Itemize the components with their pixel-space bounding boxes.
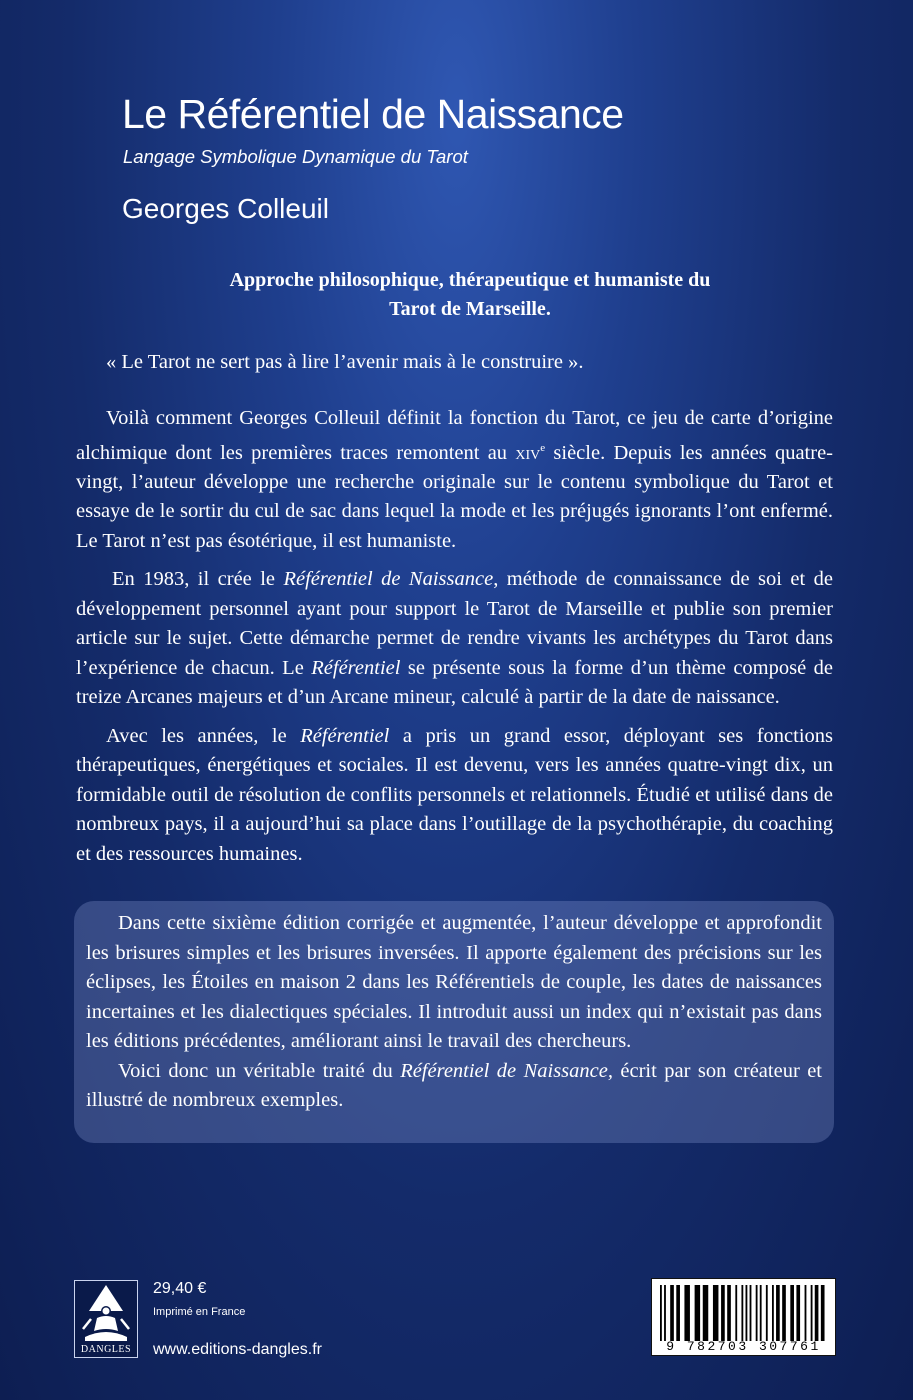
printed-in-label: Imprimé en France	[153, 1306, 246, 1318]
edition-note-box	[74, 901, 834, 1143]
barcode-bar	[772, 1285, 774, 1341]
barcode-bar	[796, 1285, 800, 1341]
barcode-bar	[735, 1285, 737, 1341]
barcode-bar	[676, 1285, 680, 1341]
barcode-bar	[756, 1285, 758, 1341]
barcode-bar	[727, 1285, 731, 1341]
barcode-bar	[741, 1285, 743, 1341]
book-title: Le Référentiel de Naissance	[122, 91, 624, 137]
edition-note-paragraph-1: Dans cette sixième édition corrigée et augmentée, l’auteur développe et approfondit les brisures simples et les brisures inversées. Il apporte également des précisions sur les éclipses, les Étoiles en maison 2 dans les Référentiels de couple, les dates de naissances incertaines et les dialectiques spéciales. Il introduit aussi un index qui n’existait pas dans les éditions précédentes, améliorant ainsi le travail des chercheurs.	[86, 912, 822, 1052]
isbn-barcode	[651, 1278, 836, 1356]
barcode-bar	[721, 1285, 725, 1341]
century-numeral: xiv	[515, 441, 541, 464]
publisher-logo-label: DANGLES	[80, 1344, 132, 1355]
barcode-bar	[684, 1285, 690, 1341]
barcode-bar	[670, 1285, 674, 1341]
isbn-number: 9 782703 307761	[666, 1339, 821, 1354]
paragraph-1: Voilà comment Georges Colleuil définit la fonction du Tarot, ce jeu de carte d’origine alchimique dont les premières traces remontent au xiv$^e$ siècle. Depuis les années quatre-vingt, l’auteur développe une recherche originale sur le contenu symbolique du Tarot et essaye de le sortir du cul de sac dans lequel la mode et les préjugés ignorants l’ont enfermé. Le Tarot n’est pas ésotérique, il est humaniste.	[76, 407, 833, 552]
barcode-bar	[790, 1285, 794, 1341]
barcode-bar	[660, 1285, 662, 1341]
barcode-bars	[660, 1285, 829, 1341]
barcode-bar	[746, 1285, 748, 1341]
barcode-bar	[703, 1285, 709, 1341]
epigraph-quote: « Le Tarot ne sert pas à lire l’avenir mais à le construire ».	[106, 351, 584, 373]
barcode-bar	[750, 1285, 752, 1341]
publisher-website: www.editions-dangles.fr	[153, 1341, 322, 1358]
description-body	[76, 404, 833, 878]
book-subtitle: Langage Symbolique Dynamique du Tarot	[123, 146, 468, 167]
barcode-bar	[805, 1285, 807, 1341]
barcode-bar	[782, 1285, 786, 1341]
barcode-bar	[821, 1285, 825, 1341]
barcode-bar	[664, 1285, 666, 1341]
paragraph-2: En 1983, il crée le Référentiel de Naissance, méthode de connaissance de soi et de développement personnel ayant pour support le Tarot de Marseille et publie son premier article sur le sujet. Cette démarche permet de rendre vivants les archétypes du Tarot dans l’expérience de chacun. Le Référentiel se présente sous la forme d’un thème composé de treize Arcanes majeurs et d’un Arcane mineur, calculé à partir de la date de naissance.	[76, 568, 833, 709]
price: 29,40 €	[153, 1280, 207, 1297]
barcode-bar	[776, 1285, 780, 1341]
lead-line-2: Tarot de Marseille.	[389, 298, 551, 320]
barcode-bar	[760, 1285, 762, 1341]
paragraph-3: Avec les années, le Référentiel a pris un grand essor, déployant ses fonctions thérapeutiques, énergétiques et sociales. Il est devenu, vers les années quatre-vingt dix, un formidable outil de résolution de conflits personnels et relationnels. Étudié et utilisé dans de nombreux pays, il a aujourd’hui sa place dans l’outillage de la psychothérapie, du coaching et des ressources humaines.	[76, 724, 833, 865]
lead-statement	[120, 266, 820, 324]
lead-line-1: Approche philosophique, thérapeutique et humaniste du	[229, 269, 711, 291]
meditating-figure-icon	[75, 1281, 137, 1345]
author-name: Georges Colleuil	[122, 193, 329, 224]
barcode-bar	[713, 1285, 719, 1341]
edition-note-paragraph-2: Voici donc un véritable traité du Référentiel de Naissance, écrit par son créateur et illustré de nombreux exemples.	[86, 1059, 822, 1111]
barcode-bar	[811, 1285, 813, 1341]
barcode-bar	[695, 1285, 701, 1341]
barcode-bar	[815, 1285, 819, 1341]
barcode-bar	[766, 1285, 768, 1341]
publisher-logo	[74, 1280, 138, 1358]
